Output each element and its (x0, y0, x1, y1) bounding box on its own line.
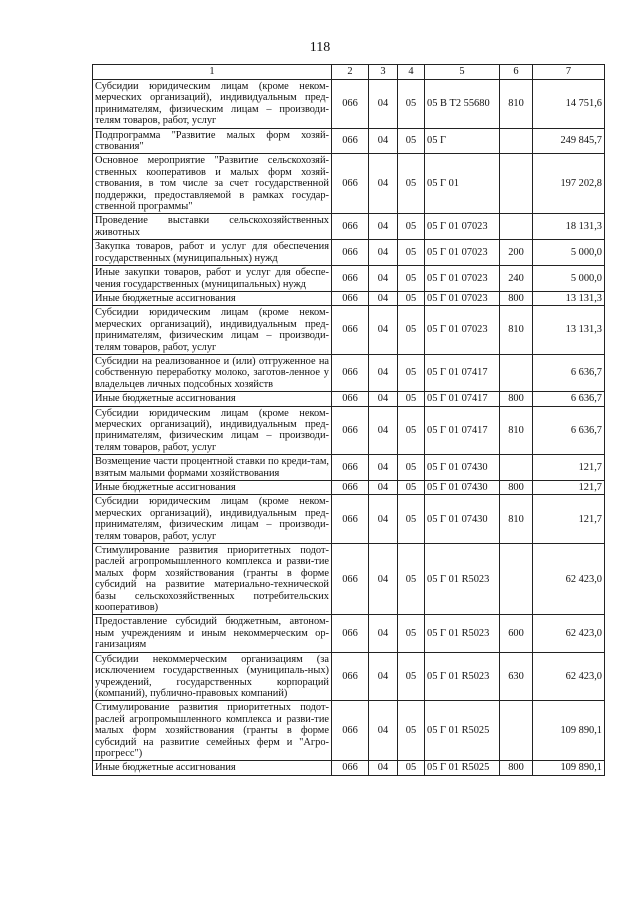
ministry-code-cell: 066 (332, 495, 369, 544)
target-article-cell: 05 Г (425, 128, 500, 154)
row-name-cell: Иные закупки товаров, работ и услуг для обеспе-чения государственных (муниципальных) нужд (93, 266, 332, 292)
section-code-cell: 04 (369, 652, 398, 701)
section-code-cell: 04 (369, 240, 398, 266)
expense-type-cell: 810 (500, 406, 533, 455)
target-article-cell: 05 Г 01 07430 (425, 495, 500, 544)
section-code-cell: 04 (369, 80, 398, 129)
ministry-code-cell: 066 (332, 392, 369, 406)
table-row (93, 291, 605, 305)
subsection-code-cell: 05 (398, 240, 425, 266)
ministry-code-cell: 066 (332, 128, 369, 154)
section-code-cell: 04 (369, 266, 398, 292)
row-name-cell: Субсидии юридическим лицам (кроме неком-мерческих организаций), индивидуальным пред-принимателям, физическим лицам – производи-телям товаров, работ, услуг (93, 495, 332, 544)
amount-cell: 197 202,8 (533, 154, 605, 214)
subsection-code-cell: 05 (398, 701, 425, 761)
row-name-cell: Иные бюджетные ассигнования (93, 761, 332, 775)
target-article-cell: 05 Г 01 07023 (425, 306, 500, 355)
amount-cell: 13 131,3 (533, 306, 605, 355)
subsection-code-cell: 05 (398, 495, 425, 544)
subsection-code-cell: 05 (398, 481, 425, 495)
target-article-cell: 05 Г 01 07430 (425, 455, 500, 481)
amount-cell: 5 000,0 (533, 266, 605, 292)
table-row (93, 544, 605, 615)
table-row (93, 306, 605, 355)
subsection-code-cell: 05 (398, 652, 425, 701)
section-code-cell: 04 (369, 354, 398, 391)
amount-cell: 62 423,0 (533, 544, 605, 615)
expense-type-cell: 810 (500, 495, 533, 544)
expense-type-cell (500, 154, 533, 214)
amount-cell: 6 636,7 (533, 406, 605, 455)
subsection-code-cell: 05 (398, 455, 425, 481)
amount-cell: 109 890,1 (533, 761, 605, 775)
amount-cell: 13 131,3 (533, 291, 605, 305)
table-row (93, 652, 605, 701)
ministry-code-cell: 066 (332, 701, 369, 761)
target-article-cell: 05 Г 01 R5023 (425, 652, 500, 701)
amount-cell: 14 751,6 (533, 80, 605, 129)
table-row (93, 406, 605, 455)
ministry-code-cell: 066 (332, 240, 369, 266)
target-article-cell: 05 Г 01 07417 (425, 406, 500, 455)
section-code-cell: 04 (369, 544, 398, 615)
amount-cell: 109 890,1 (533, 701, 605, 761)
section-code-cell: 04 (369, 392, 398, 406)
row-name-cell: Субсидии юридическим лицам (кроме неком-мерческих организаций), индивидуальным пред-принимателям, физическим лицам – производи-телям товаров, работ, услуг (93, 406, 332, 455)
ministry-code-cell: 066 (332, 406, 369, 455)
table-row (93, 701, 605, 761)
ministry-code-cell: 066 (332, 615, 369, 652)
section-code-cell: 04 (369, 495, 398, 544)
amount-cell: 121,7 (533, 481, 605, 495)
table-body (93, 80, 605, 776)
table-row (93, 615, 605, 652)
expense-type-cell: 600 (500, 615, 533, 652)
section-code-cell: 04 (369, 761, 398, 775)
target-article-cell: 05 Г 01 R5023 (425, 544, 500, 615)
ministry-code-cell: 066 (332, 544, 369, 615)
amount-cell: 249 845,7 (533, 128, 605, 154)
subsection-code-cell: 05 (398, 392, 425, 406)
target-article-cell: 05 Г 01 07417 (425, 354, 500, 391)
amount-cell: 62 423,0 (533, 615, 605, 652)
row-name-cell: Иные бюджетные ассигнования (93, 291, 332, 305)
subsection-code-cell: 05 (398, 306, 425, 355)
ministry-code-cell: 066 (332, 291, 369, 305)
row-name-cell: Стимулирование развития приоритетных подот-раслей агропромышленного комплекса и разви-тие малых форм хозяйствования (гранты в форме субсидий на развитие семейных ферм и "Агро-прогресс") (93, 701, 332, 761)
expense-type-cell: 800 (500, 761, 533, 775)
expense-type-cell: 200 (500, 240, 533, 266)
subsection-code-cell: 05 (398, 615, 425, 652)
section-code-cell: 04 (369, 214, 398, 240)
amount-cell: 6 636,7 (533, 354, 605, 391)
header-cell: 3 (369, 65, 398, 80)
section-code-cell: 04 (369, 128, 398, 154)
row-name-cell: Субсидии на реализованное и (или) отгруженное на собственную переработку молоко, заготов-ленное у владельцев личных подсобных хозяйств (93, 354, 332, 391)
amount-cell: 6 636,7 (533, 392, 605, 406)
section-code-cell: 04 (369, 701, 398, 761)
subsection-code-cell: 05 (398, 354, 425, 391)
row-name-cell: Иные бюджетные ассигнования (93, 481, 332, 495)
row-name-cell: Проведение выставки сельскохозяйственных животных (93, 214, 332, 240)
budget-table (92, 64, 605, 776)
target-article-cell: 05 Г 01 07417 (425, 392, 500, 406)
subsection-code-cell: 05 (398, 544, 425, 615)
amount-cell: 18 131,3 (533, 214, 605, 240)
ministry-code-cell: 066 (332, 306, 369, 355)
subsection-code-cell: 05 (398, 128, 425, 154)
header-row (93, 65, 605, 80)
table-row (93, 266, 605, 292)
amount-cell: 62 423,0 (533, 652, 605, 701)
table-row (93, 154, 605, 214)
section-code-cell: 04 (369, 306, 398, 355)
expense-type-cell: 800 (500, 392, 533, 406)
ministry-code-cell: 066 (332, 354, 369, 391)
subsection-code-cell: 05 (398, 291, 425, 305)
amount-cell: 5 000,0 (533, 240, 605, 266)
ministry-code-cell: 066 (332, 154, 369, 214)
header-cell: 7 (533, 65, 605, 80)
subsection-code-cell: 05 (398, 154, 425, 214)
subsection-code-cell: 05 (398, 266, 425, 292)
ministry-code-cell: 066 (332, 761, 369, 775)
ministry-code-cell: 066 (332, 266, 369, 292)
row-name-cell: Субсидии юридическим лицам (кроме неком-мерческих организаций), индивидуальным пред-принимателям, физическим лицам – производи-телям товаров, работ, услуг (93, 80, 332, 129)
row-name-cell: Основное мероприятие "Развитие сельскохозяй-ственных кооперативов и малых форм хозяй-ствования, в том числе за счет государственной поддержки, предоставляемой в рамках государ-ственной программы" (93, 154, 332, 214)
table-row (93, 481, 605, 495)
table-row (93, 761, 605, 775)
subsection-code-cell: 05 (398, 406, 425, 455)
target-article-cell: 05 Г 01 07023 (425, 291, 500, 305)
section-code-cell: 04 (369, 615, 398, 652)
section-code-cell: 04 (369, 481, 398, 495)
expense-type-cell (500, 455, 533, 481)
row-name-cell: Субсидии юридическим лицам (кроме неком-мерческих организаций), индивидуальным пред-принимателям, физическим лицам – производи-телям товаров, работ, услуг (93, 306, 332, 355)
subsection-code-cell: 05 (398, 214, 425, 240)
header-cell: 2 (332, 65, 369, 80)
row-name-cell: Стимулирование развития приоритетных подот-раслей агропромышленного комплекса и разви-тие малых форм хозяйствования (гранты в форме субсидий на развитие материально-технической базы сельскохозяйственных потребительских кооперативов) (93, 544, 332, 615)
row-name-cell: Субсидии некоммерческим организациям (за исключением государственных (муниципаль-ных) учреждений, государственных корпораций (компаний), публично-правовых компаний) (93, 652, 332, 701)
ministry-code-cell: 066 (332, 214, 369, 240)
amount-cell: 121,7 (533, 455, 605, 481)
target-article-cell: 05 Г 01 07023 (425, 240, 500, 266)
expense-type-cell: 810 (500, 80, 533, 129)
header-cell: 6 (500, 65, 533, 80)
expense-type-cell: 810 (500, 306, 533, 355)
page-number: 118 (309, 40, 331, 55)
header-cell: 1 (93, 65, 332, 80)
target-article-cell: 05 Г 01 (425, 154, 500, 214)
table-row (93, 240, 605, 266)
table-row (93, 128, 605, 154)
expense-type-cell (500, 128, 533, 154)
row-name-cell: Подпрограмма "Развитие малых форм хозяй-ствования" (93, 128, 332, 154)
subsection-code-cell: 05 (398, 761, 425, 775)
expense-type-cell (500, 214, 533, 240)
table-row (93, 214, 605, 240)
subsection-code-cell: 05 (398, 80, 425, 129)
expense-type-cell: 240 (500, 266, 533, 292)
target-article-cell: 05 Г 01 07023 (425, 214, 500, 240)
section-code-cell: 04 (369, 455, 398, 481)
expense-type-cell (500, 544, 533, 615)
section-code-cell: 04 (369, 406, 398, 455)
row-name-cell: Предоставление субсидий бюджетным, автоном-ным учреждениям и иным некоммерческим ор-ганизациям (93, 615, 332, 652)
table-row (93, 455, 605, 481)
table-row (93, 354, 605, 391)
amount-cell: 121,7 (533, 495, 605, 544)
row-name-cell: Закупка товаров, работ и услуг для обеспечения государственных (муниципальных) нужд (93, 240, 332, 266)
row-name-cell: Возмещение части процентной ставки по креди-там, взятым малыми формами хозяйствования (93, 455, 332, 481)
header-cell: 5 (425, 65, 500, 80)
expense-type-cell: 800 (500, 291, 533, 305)
ministry-code-cell: 066 (332, 652, 369, 701)
ministry-code-cell: 066 (332, 455, 369, 481)
target-article-cell: 05 Г 01 07023 (425, 266, 500, 292)
row-name-cell: Иные бюджетные ассигнования (93, 392, 332, 406)
target-article-cell: 05 Г 01 07430 (425, 481, 500, 495)
table-row (93, 80, 605, 129)
target-article-cell: 05 Г 01 R5023 (425, 615, 500, 652)
target-article-cell: 05 Г 01 R5025 (425, 701, 500, 761)
table-row (93, 495, 605, 544)
section-code-cell: 04 (369, 154, 398, 214)
target-article-cell: 05 В Т2 55680 (425, 80, 500, 129)
section-code-cell: 04 (369, 291, 398, 305)
expense-type-cell (500, 354, 533, 391)
ministry-code-cell: 066 (332, 481, 369, 495)
target-article-cell: 05 Г 01 R5025 (425, 761, 500, 775)
expense-type-cell: 800 (500, 481, 533, 495)
ministry-code-cell: 066 (332, 80, 369, 129)
expense-type-cell: 630 (500, 652, 533, 701)
expense-type-cell (500, 701, 533, 761)
table-row (93, 392, 605, 406)
header-cell: 4 (398, 65, 425, 80)
